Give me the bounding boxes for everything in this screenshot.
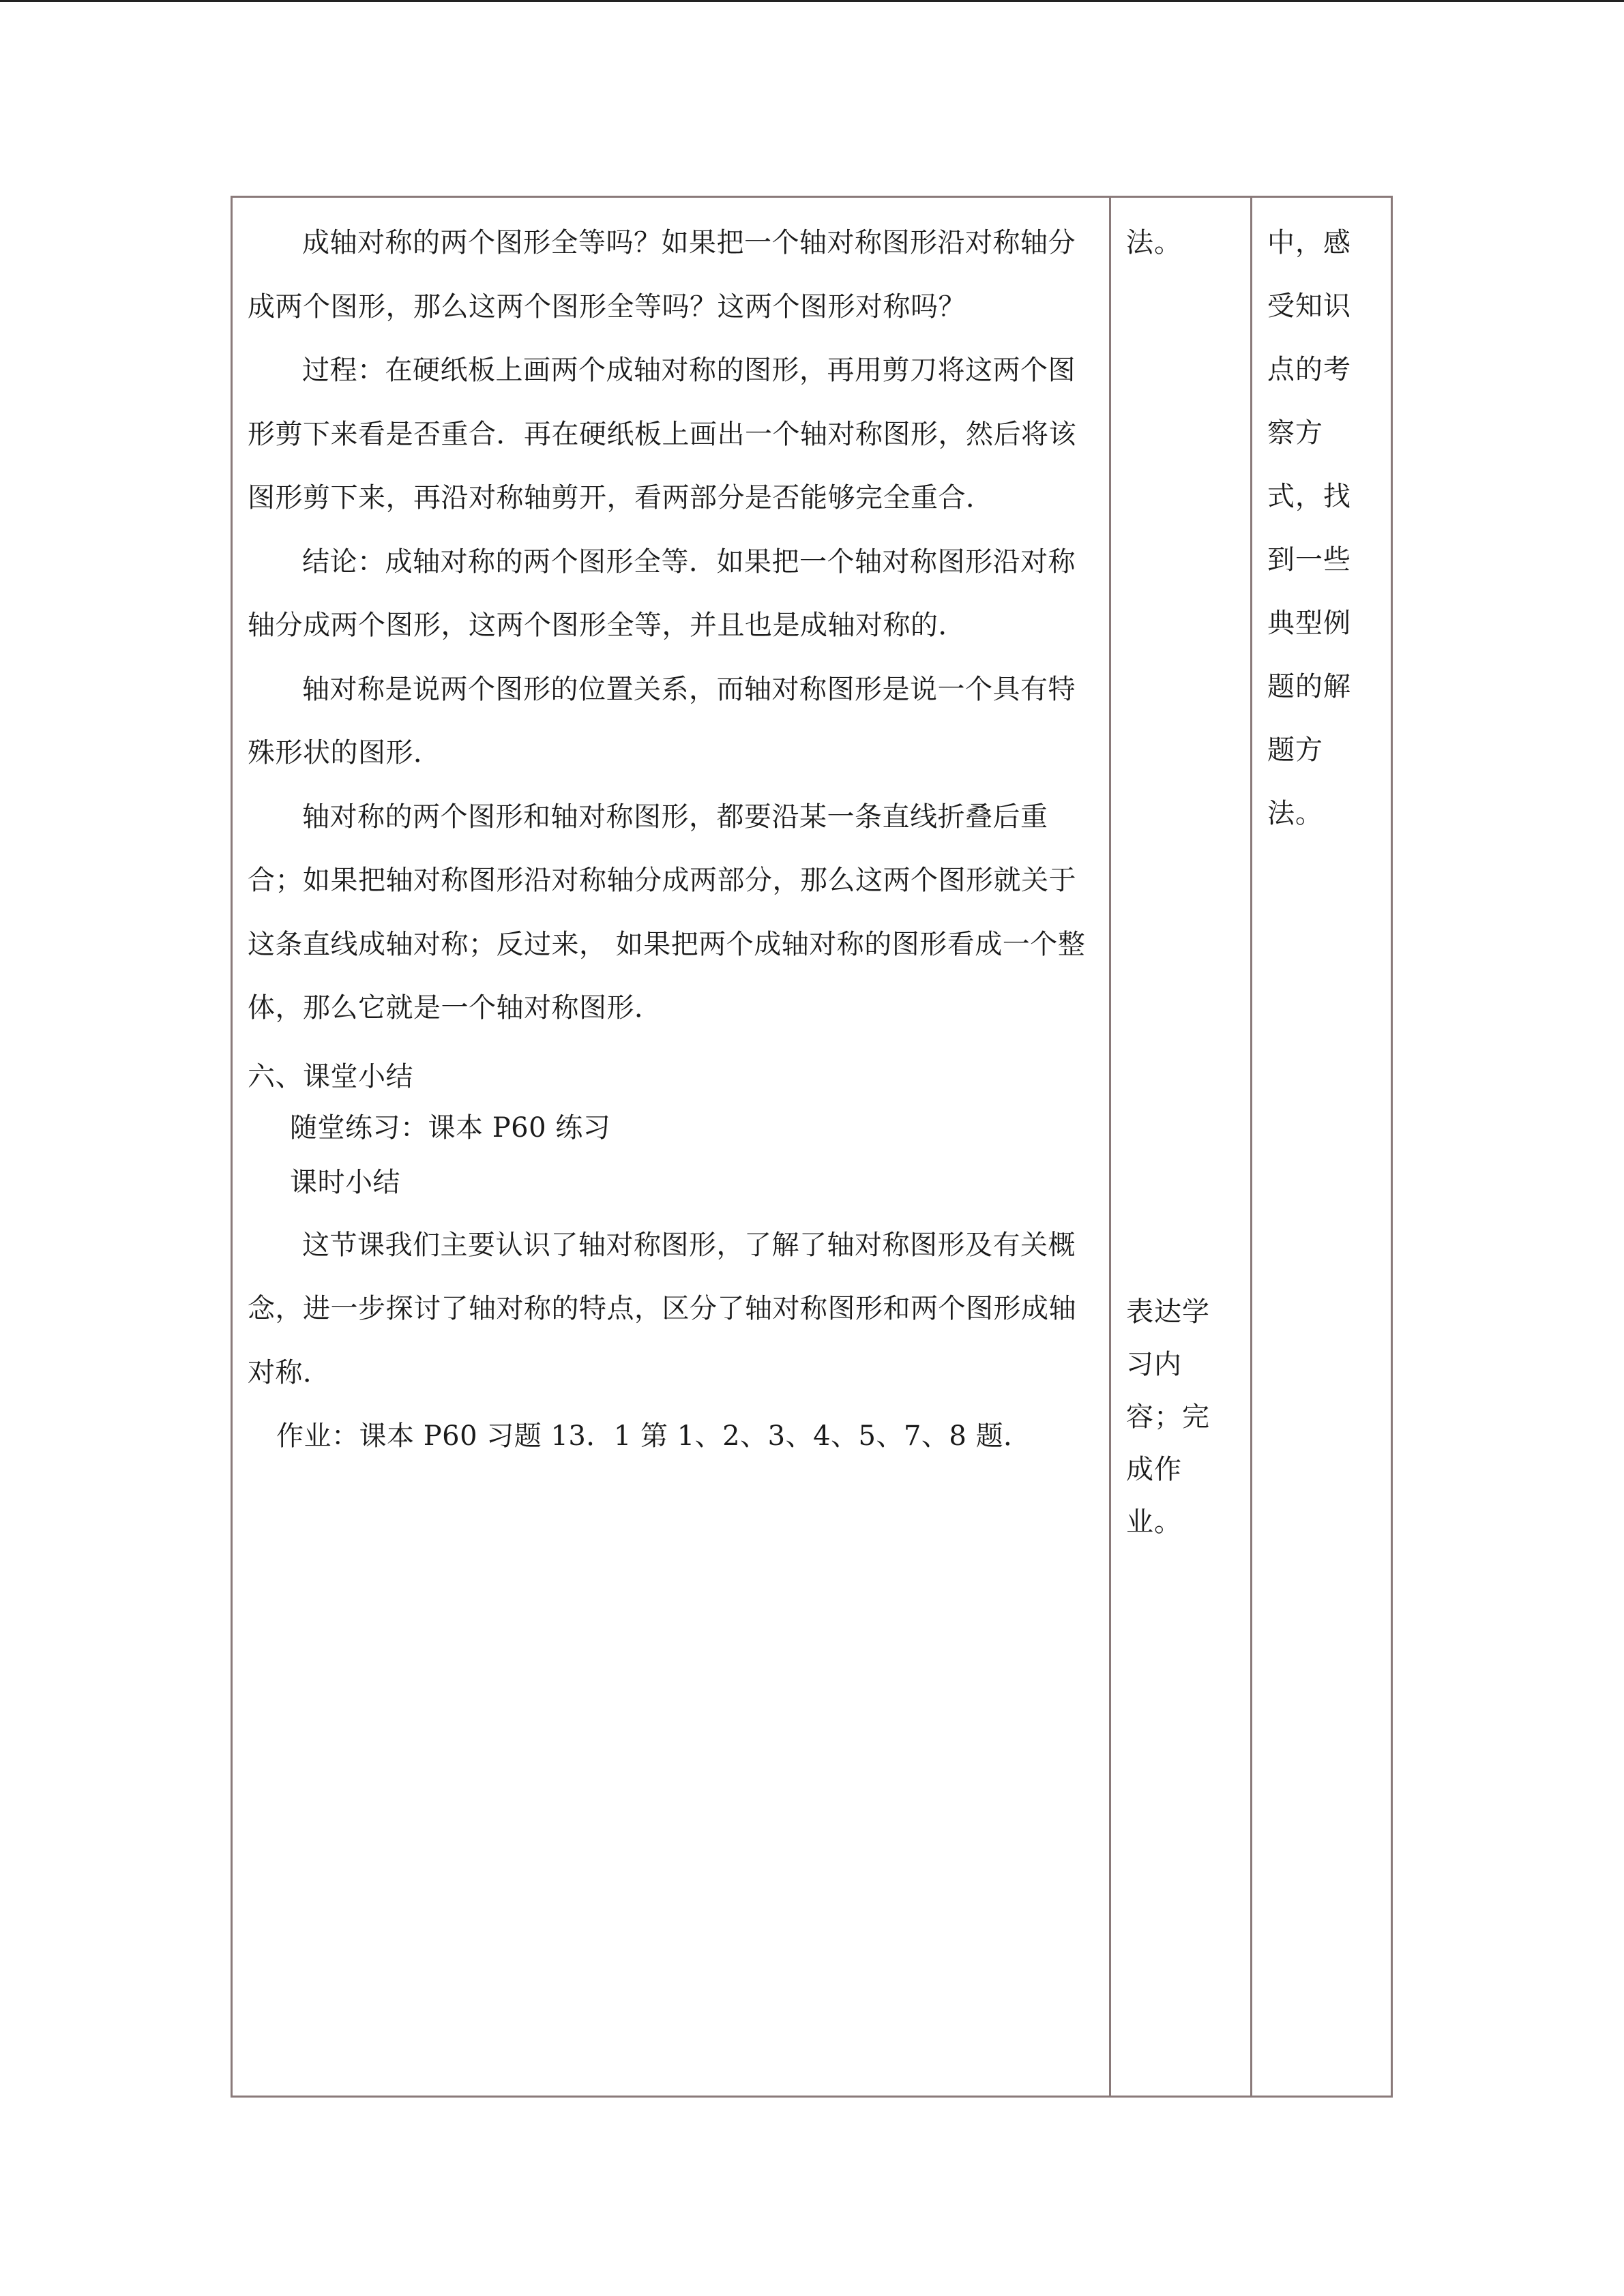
conclusion-paragraph: 结论：成轴对称的两个图形全等．如果把一个轴对称图形沿对称轴分成两个图形，这两个图形全等，并且也是成轴对称的． xyxy=(248,546,1076,641)
activity-line: 容；完 xyxy=(1126,1401,1210,1433)
intent-line: 典型例 xyxy=(1267,608,1351,639)
intent-line: 题方 xyxy=(1267,734,1323,766)
activity-line: 法。 xyxy=(1126,227,1182,258)
student-activity-bottom xyxy=(1126,1286,1242,1549)
intent-line: 受知识 xyxy=(1267,290,1351,322)
intent-line: 察方 xyxy=(1267,417,1323,449)
summary-paragraph: 这节课我们主要认识了轴对称图形，了解了轴对称图形及有关概念，进一步探讨了轴对称的特点，区分了轴对称图形和两个图形成轴对称． xyxy=(248,1229,1076,1388)
page-top-border xyxy=(0,0,1624,2)
intent-line: 中，感 xyxy=(1267,227,1351,258)
practice-line: 随堂练习：课本 P60 练习 xyxy=(290,1112,611,1144)
activity-line: 业。 xyxy=(1126,1506,1182,1538)
intent-line: 式，找 xyxy=(1267,481,1351,512)
design-intent-column xyxy=(1252,198,1391,2096)
teaching-content-column xyxy=(233,198,1111,2096)
activity-line: 习内 xyxy=(1126,1349,1182,1380)
question-paragraph: 成轴对称的两个图形全等吗？如果把一个轴对称图形沿对称轴分成两个图形，那么这两个图形全等吗？这两个图形对称吗？ xyxy=(248,227,1076,323)
intent-line: 到一些 xyxy=(1267,544,1351,576)
comparison-paragraph: 轴对称的两个图形和轴对称图形，都要沿某一条直线折叠后重合；如果把轴对称图形沿对称轴分成两部分，那么这两个图形就关于这条直线成轴对称；反过来， 如果把两个成轴对称的图形看成一个整体，那么它就是一个轴对称图形． xyxy=(248,801,1086,1024)
relation-paragraph: 轴对称是说两个图形的位置关系，而轴对称图形是说一个具有特殊形状的图形． xyxy=(248,673,1076,769)
lesson-plan-table xyxy=(231,196,1393,2098)
design-intent-text xyxy=(1267,211,1380,846)
summary-label: 课时小结 xyxy=(290,1166,400,1198)
teaching-content xyxy=(248,211,1100,1469)
activity-line: 表达学 xyxy=(1126,1296,1210,1328)
activity-line: 成作 xyxy=(1126,1454,1182,1485)
process-paragraph: 过程：在硬纸板上画两个成轴对称的图形，再用剪刀将这两个图形剪下来看是否重合．再在硬纸板上画出一个轴对称图形，然后将该图形剪下来，再沿对称轴剪开，看两部分是否能够完全重合． xyxy=(248,355,1076,513)
section-heading: 六、课堂小结 xyxy=(248,1060,413,1092)
student-activity-column xyxy=(1111,198,1252,2096)
intent-line: 点的考 xyxy=(1267,354,1351,385)
intent-line: 法。 xyxy=(1267,798,1323,829)
intent-line: 题的解 xyxy=(1267,671,1351,702)
homework-line: 作业：课本 P60 习题 13．1 第 1、2、3、4、5、7、8 题． xyxy=(276,1420,1031,1452)
student-activity-top xyxy=(1126,211,1242,275)
